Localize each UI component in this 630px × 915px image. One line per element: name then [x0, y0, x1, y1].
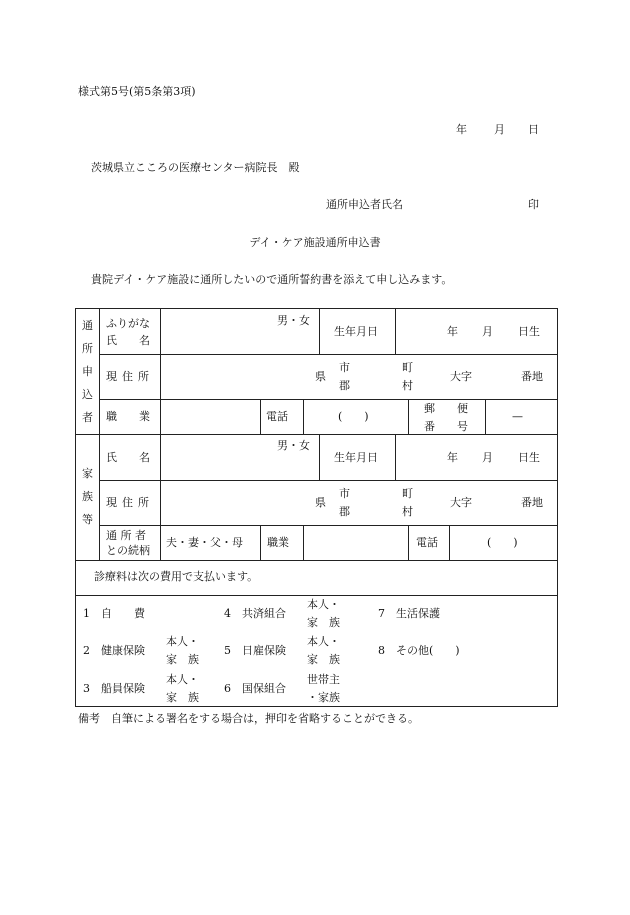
- family-phone-label: 電話: [416, 536, 438, 549]
- payment-option-7-label[interactable]: 生活保護: [396, 607, 440, 620]
- payment-option-6-num: 6: [224, 682, 231, 695]
- family-relation-label-2: との続柄: [106, 544, 150, 557]
- payment-option-3-sub1: 本人・: [166, 673, 199, 686]
- family-birthdate-label: 生年月日: [334, 451, 378, 464]
- family-relation-options[interactable]: 夫・妻・父・母: [166, 536, 243, 549]
- payment-option-2-sub1: 本人・: [166, 635, 199, 648]
- payment-option-8-label[interactable]: その他( ): [396, 644, 460, 657]
- applicant-gender-field[interactable]: 男・女: [277, 314, 310, 327]
- applicant-city: 市: [339, 361, 350, 374]
- applicant-occupation-label: 職 業: [106, 410, 150, 423]
- payment-option-3-sub2: 家 族: [166, 691, 199, 704]
- applicant-birth-month: 月: [482, 325, 493, 338]
- applicant-oaza: 大字: [450, 370, 472, 383]
- family-oaza: 大字: [450, 496, 472, 509]
- family-phone-field[interactable]: ( ): [487, 536, 518, 549]
- payment-option-6-label[interactable]: 国保組合: [242, 682, 286, 695]
- applicant-county: 郡: [339, 379, 350, 392]
- applicant-section-label: 通所申込者: [82, 319, 93, 424]
- payment-option-5-sub2: 家 族: [307, 653, 340, 666]
- family-town: 町: [402, 487, 413, 500]
- payment-option-1-num: 1: [83, 607, 90, 620]
- family-birth-month: 月: [482, 451, 493, 464]
- family-birth-day: 日生: [518, 451, 540, 464]
- page-title: デイ・ケア施設通所申込書: [249, 236, 381, 249]
- payment-option-3-label[interactable]: 船員保険: [101, 682, 145, 695]
- date-month: 月: [494, 123, 505, 136]
- family-gender-field[interactable]: 男・女: [277, 439, 310, 452]
- payment-option-5-sub1: 本人・: [307, 635, 340, 648]
- seal-mark: 印: [528, 198, 539, 211]
- applicant-birth-year: 年: [447, 325, 458, 338]
- applicant-postal-field[interactable]: —: [512, 410, 523, 423]
- family-banchi: 番地: [521, 496, 543, 509]
- applicant-postal-label-2: 番 号: [424, 420, 468, 433]
- payment-option-1-label[interactable]: 自 費: [101, 607, 145, 620]
- payment-option-2-num: 2: [83, 644, 90, 657]
- payment-option-4-sub1: 本人・: [307, 598, 340, 611]
- payment-option-7-num: 7: [378, 607, 385, 620]
- payment-option-2-label[interactable]: 健康保険: [101, 644, 145, 657]
- payment-option-8-num: 8: [378, 644, 385, 657]
- payment-option-6-sub2: ・家族: [307, 691, 340, 704]
- family-name-label: 氏 名: [106, 451, 150, 464]
- applicant-name-field-label: 氏 名: [106, 334, 150, 347]
- family-birth-year: 年: [447, 451, 458, 464]
- payment-heading: 診療料は次の費用で支払います。: [94, 570, 259, 583]
- family-section-label: 家族等: [82, 467, 93, 526]
- form-number: 様式第5号(第5条第3項): [78, 85, 196, 98]
- applicant-birth-day: 日生: [518, 325, 540, 338]
- payment-option-6-sub1: 世帯主: [307, 673, 340, 686]
- family-prefecture: 県: [315, 496, 326, 509]
- date-day: 日: [528, 123, 539, 136]
- payment-option-5-num: 5: [224, 644, 231, 657]
- payment-option-3-num: 3: [83, 682, 90, 695]
- family-relation-label-1: 通 所 者: [106, 529, 146, 542]
- applicant-village: 村: [402, 379, 413, 392]
- applicant-postal-label-1: 郵 便: [424, 402, 468, 415]
- applicant-address-label: 現住所: [106, 370, 154, 383]
- family-county: 郡: [339, 505, 350, 518]
- applicant-phone-field[interactable]: ( ): [338, 410, 369, 423]
- family-city: 市: [339, 487, 350, 500]
- payment-option-4-label[interactable]: 共済組合: [242, 607, 286, 620]
- applicant-town: 町: [402, 361, 413, 374]
- family-address-label: 現住所: [106, 496, 154, 509]
- applicant-furigana-label: ふりがな: [106, 317, 150, 330]
- payment-option-4-num: 4: [224, 607, 231, 620]
- intro-text: 貴院デイ・ケア施設に通所したいので通所誓約書を添えて申し込みます。: [91, 273, 453, 286]
- applicant-phone-label: 電話: [266, 410, 288, 423]
- payment-option-4-sub2: 家 族: [307, 616, 340, 629]
- footer-note: 備考 自筆による署名をする場合は，押印を省略することができる。: [78, 712, 419, 725]
- addressee: 茨城県立こころの医療センター病院長 殿: [91, 161, 300, 174]
- applicant-birthdate-label: 生年月日: [334, 325, 378, 338]
- applicant-name-label: 通所申込者氏名: [326, 198, 403, 211]
- date-year: 年: [456, 123, 467, 136]
- family-village: 村: [402, 505, 413, 518]
- applicant-prefecture: 県: [315, 370, 326, 383]
- payment-option-5-label[interactable]: 日雇保険: [242, 644, 286, 657]
- payment-option-2-sub2: 家 族: [166, 653, 199, 666]
- family-occupation-label: 職業: [267, 536, 289, 549]
- applicant-banchi: 番地: [521, 370, 543, 383]
